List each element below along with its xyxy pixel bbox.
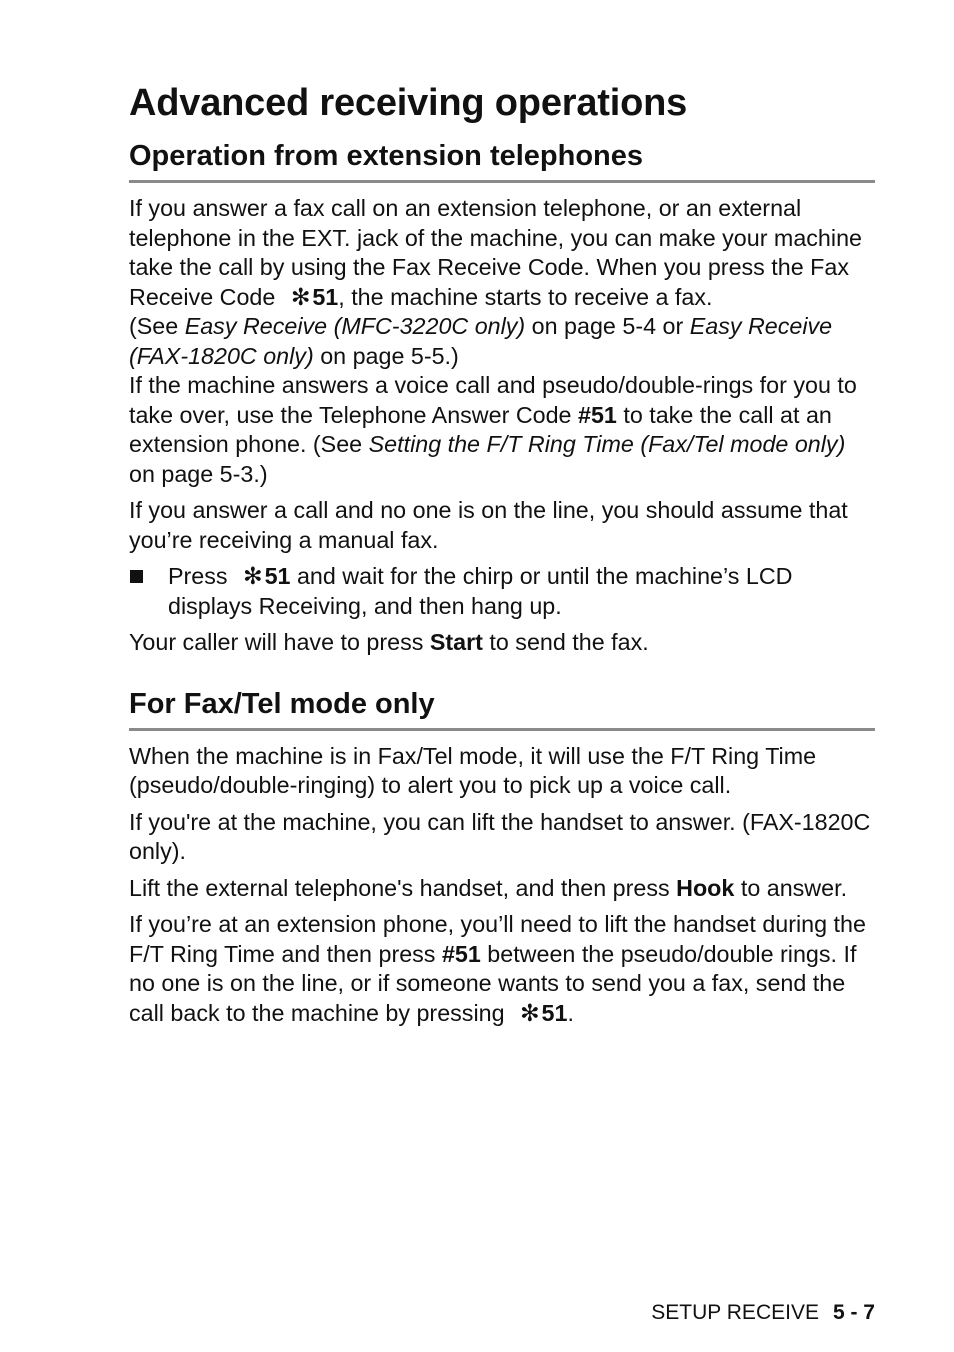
paragraph-telephone-answer-code: If the machine answers a voice call and pseudo/double-rings for you to take over, use the Telephone Answer Code #51 to take the call at an extension phone. (See Setting the F/T Ring Time (Fax/Tel mode only) on page 5-3.) [129,372,857,487]
paragraph-press-hook: Lift the external telephone's handset, and then press Hook to answer. [129,874,848,901]
paragraph-press-start: Your caller will have to press Start to send the fax. [129,629,649,655]
paragraph-see-easy-receive: (See Easy Receive (MFC-3220C only) on page 5-4 or Easy Receive (FAX-1820C only) on page 5-5.) [129,313,833,369]
paragraph-fax-tel-mode: When the machine is in Fax/Tel mode, it will use the F/T Ring Time (pseudo/double-ringing) to alert you to pick up a voice call. [129,742,817,798]
paragraph-lift-handset: If you're at the machine, you can lift the handset to answer. (FAX-1820C only). [129,808,871,864]
square-bullet-icon [130,570,143,583]
star-key-icon: ✻ [243,563,263,589]
paragraph-manual-fax: If you answer a call and no one is on the line, you should assume that you’re receiving a manual fax. [129,497,848,553]
section-heading-fax-tel-mode: For Fax/Tel mode only [129,686,875,731]
page-footer [651,1300,875,1326]
section-heading-extension-telephones: Operation from extension telephones [129,138,875,183]
list-item-press-star-51: Press ✻51 and wait for the chirp or until the machine’s LCD displays Receiving, and then hang up. [129,562,875,621]
page-title: Advanced receiving operations [129,82,688,124]
footer-section-name: SETUP RECEIVE [651,1301,819,1324]
paragraph-fax-receive-code: If you answer a fax call on an extension telephone, or an external telephone in the EXT. jack of the machine, you can make your machine take the call by using the Fax Receive Code. When you press the Fax Receive Code ✻51, the machine starts to receive a fax. [129,194,875,312]
paragraph-extension-phone: If you’re at an extension phone, you’ll need to lift the handset during the F/T Ring Time and then press #51 between the pseudo/double rings. If no one is on the line, or if someone wants to send you a fax, send the call back to the machine by pressing ✻51. [129,910,875,1028]
star-key-icon: ✻ [520,999,540,1026]
star-key-icon: ✻ [290,283,311,310]
footer-page-number: 5 - 7 [832,1301,875,1324]
page-content [129,78,875,1028]
